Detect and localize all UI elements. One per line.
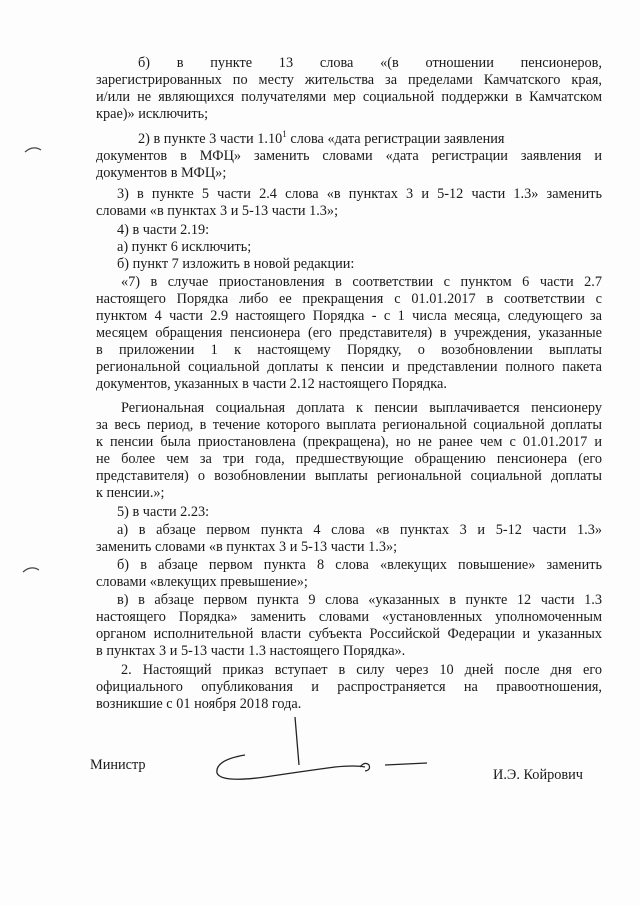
text-line: документов в МФЦ»; bbox=[96, 165, 227, 181]
text-line: а) в абзаце первом пункта 4 слова «в пунктах 3 и 5-12 части 1.3» bbox=[117, 522, 602, 538]
handwritten-signature bbox=[205, 715, 430, 795]
text-line: региональной социальной доплаты к пенсии и представлении полного пакета bbox=[96, 359, 602, 375]
text-line: б) пункт 7 изложить в новой редакции: bbox=[117, 256, 355, 272]
text-line: месяцем обращения пенсионера (его представителя) в учреждения, указанные bbox=[96, 325, 602, 341]
text-line: настоящего Порядка» заменить словами «установленных уполномоченным bbox=[96, 609, 602, 625]
text-line: возникшие с 01 ноября 2018 года. bbox=[96, 696, 302, 712]
text-line: крае)» исключить; bbox=[96, 106, 209, 122]
superscript: 1 bbox=[282, 129, 287, 140]
text-line: 5) в части 2.23: bbox=[117, 504, 210, 520]
text-line: в пунктах 3 и 5-13 части 1.3 настоящего Порядка». bbox=[96, 643, 406, 659]
margin-mark-icon bbox=[22, 565, 40, 573]
text-line: б) в пункте 13 слова «(в отношении пенсионеров, bbox=[138, 55, 602, 71]
signer-position: Министр bbox=[90, 757, 146, 773]
text-line: органом исполнительной власти субъекта Российской Федерации и указанных bbox=[96, 626, 602, 642]
text-line: 3) в пункте 5 части 2.4 слова «в пунктах 3 и 5-12 части 1.3» заменить bbox=[117, 186, 602, 202]
text-line: к пенсии.»; bbox=[96, 485, 165, 501]
text-line bbox=[138, 131, 505, 148]
text-line: представителя) о возобновлении выплаты региональной социальной доплаты bbox=[96, 468, 602, 484]
text-line: официального опубликования и распространяется на правоотношения, bbox=[96, 679, 602, 695]
text-line: заменить словами «в пунктах 3 и 5-13 части 1.3»; bbox=[96, 539, 398, 555]
signer-name: И.Э. Койрович bbox=[493, 767, 583, 783]
text-line: и/или не являющихся получателями мер социальной поддержки в Камчатском bbox=[96, 89, 602, 105]
text-line: документов в МФЦ» заменить словами «дата регистрации заявления и bbox=[96, 148, 602, 164]
text-line: словами «в пунктах 3 и 5-13 части 1.3»; bbox=[96, 203, 339, 219]
text-line: 2. Настоящий приказ вступает в силу через 10 дней после дня его bbox=[121, 662, 602, 678]
text-line: а) пункт 6 исключить; bbox=[117, 239, 252, 255]
text-line: в приложении 1 к настоящему Порядку, о возобновлении выплаты bbox=[96, 342, 602, 358]
text-line: не более чем за три года, предшествующие обращению пенсионера (его bbox=[96, 451, 602, 467]
text-line: 4) в части 2.19: bbox=[117, 222, 210, 238]
text-line: б) в абзаце первом пункта 8 слова «влекущих повышение» заменить bbox=[117, 557, 602, 573]
text-segment: слова «дата регистрации заявления bbox=[286, 131, 505, 147]
text-line: пунктом 4 части 2.9 настоящего Порядка - с 1 числа месяца, следующего за bbox=[96, 308, 602, 324]
margin-mark-icon bbox=[24, 145, 42, 153]
text-line: к пенсии была приостановлена (прекращена), но не ранее чем с 01.01.2017 и bbox=[96, 434, 602, 450]
text-line: в) в абзаце первом пункта 9 слова «указанных в пункте 12 части 1.3 bbox=[117, 592, 602, 608]
text-line: документов, указанных в части 2.12 настоящего Порядка. bbox=[96, 376, 447, 392]
text-line: «7) в случае приостановления в соответствии с пунктом 6 части 2.7 bbox=[121, 274, 602, 290]
text-segment: 2) в пункте 3 части 1.10 bbox=[138, 131, 283, 147]
text-line: настоящего Порядка либо ее прекращения с 01.01.2017 в соответствии с bbox=[96, 291, 602, 307]
text-line: за весь период, в течение которого выплата региональной социальной доплаты bbox=[96, 417, 602, 433]
text-line: словами «влекущих превышение»; bbox=[96, 574, 308, 590]
text-line: зарегистрированных по месту жительства за пределами Камчатского края, bbox=[96, 72, 602, 88]
text-line: Региональная социальная доплата к пенсии выплачивается пенсионеру bbox=[121, 400, 602, 416]
